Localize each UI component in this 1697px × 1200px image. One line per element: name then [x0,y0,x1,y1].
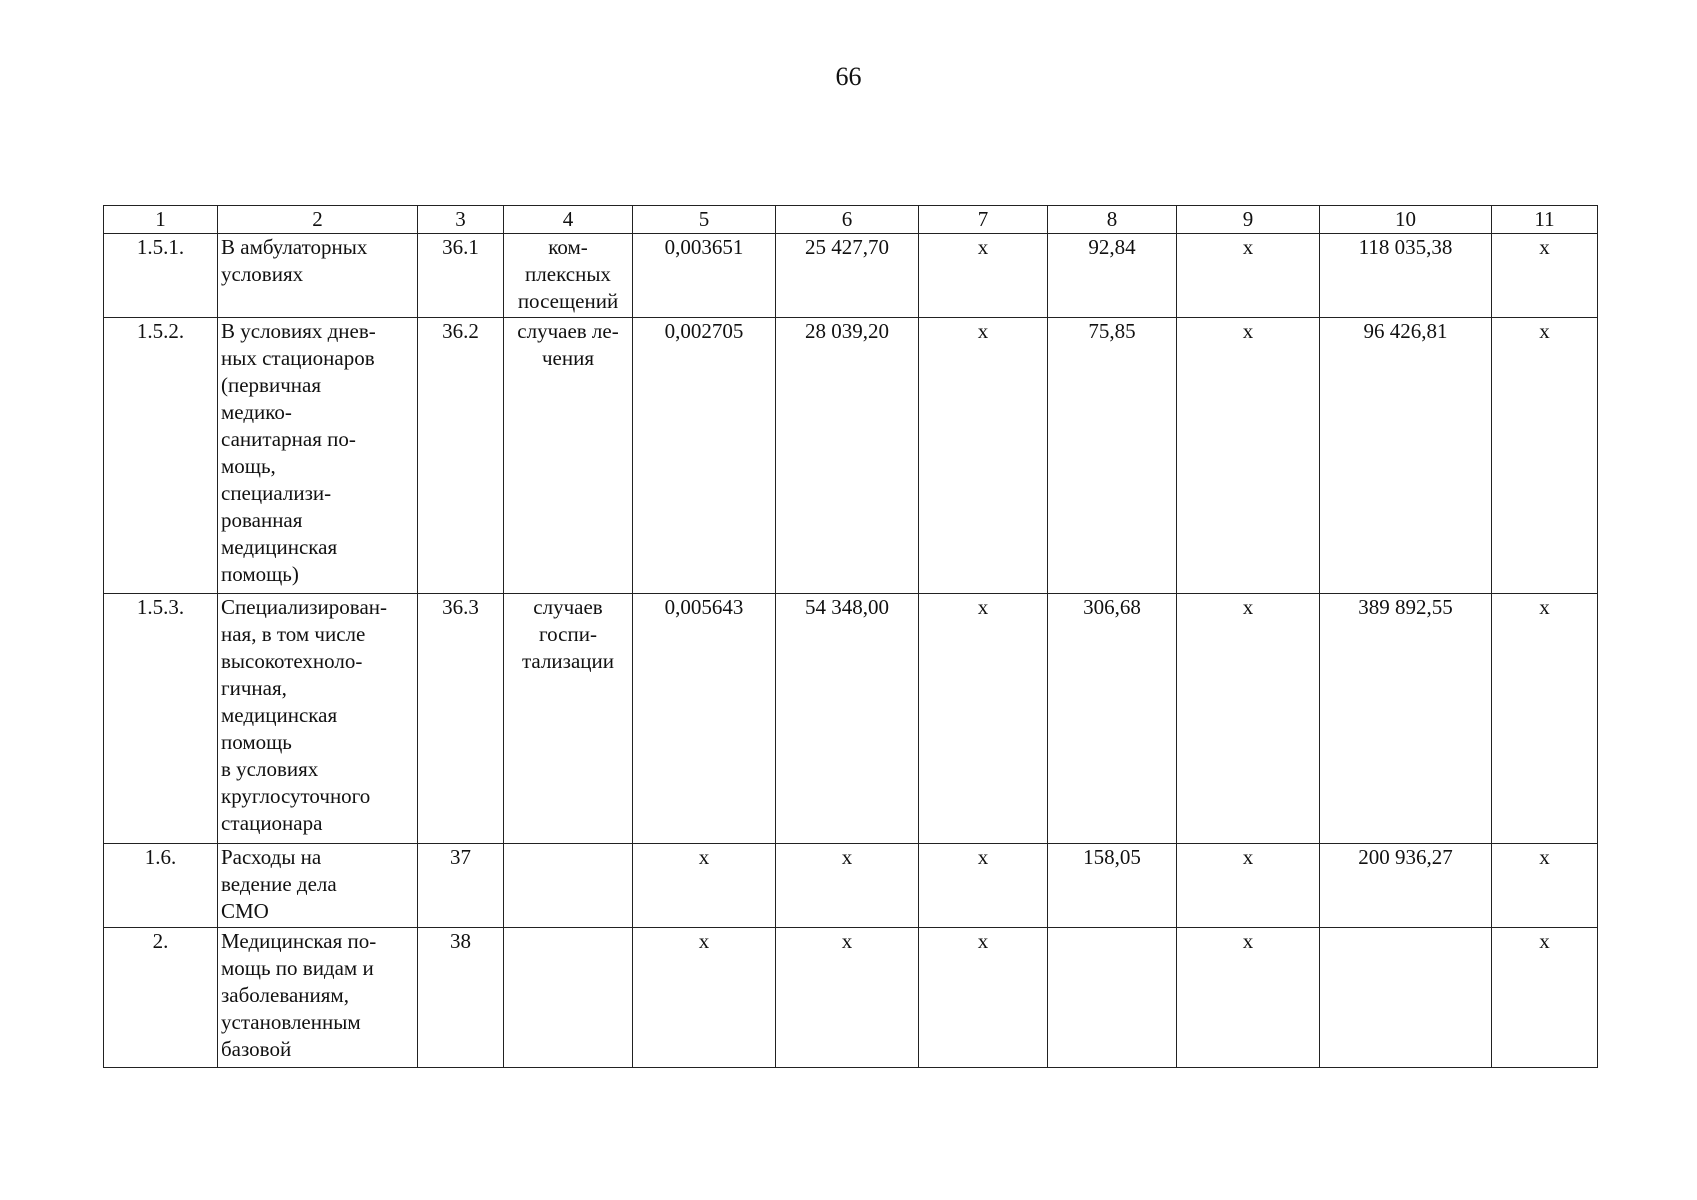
table-cell: 0,003651 [633,234,776,318]
table-cell: 0,002705 [633,318,776,594]
row-unit: ком- плексных посещений [504,234,633,318]
table-cell: 158,05 [1048,844,1177,928]
row-code: 1.5.2. [104,318,218,594]
table-cell: х [1492,594,1598,844]
table-cell: х [633,928,776,1068]
table-cell: 200 936,27 [1320,844,1492,928]
table-cell: х [1492,318,1598,594]
row-unit [504,928,633,1068]
row-name: Расходы на ведение дела СМО [218,844,418,928]
column-number: 9 [1177,206,1320,234]
table-cell: х [919,594,1048,844]
table-row [104,318,1598,594]
table-cell: х [776,928,919,1068]
column-number: 5 [633,206,776,234]
table-cell: 92,84 [1048,234,1177,318]
page-number: 66 [835,62,862,91]
table-cell: х [1177,844,1320,928]
row-line-number: 36.3 [418,594,504,844]
table-cell [1048,928,1177,1068]
column-number: 7 [919,206,1048,234]
table-cell: х [919,234,1048,318]
table-cell: 54 348,00 [776,594,919,844]
row-name: В амбулаторных условиях [218,234,418,318]
column-number: 1 [104,206,218,234]
table-cell: 28 039,20 [776,318,919,594]
table-row [104,844,1598,928]
row-code: 1.5.3. [104,594,218,844]
row-code: 2. [104,928,218,1068]
table-cell: 306,68 [1048,594,1177,844]
table-cell: х [919,844,1048,928]
row-line-number: 36.1 [418,234,504,318]
column-number: 6 [776,206,919,234]
row-name: Специализирован- ная, в том числе высокотехноло- гичная, медицинская помощь в условиях круглосуточного стационара [218,594,418,844]
table-cell: х [1177,234,1320,318]
table-cell: х [1177,594,1320,844]
row-unit [504,844,633,928]
row-line-number: 36.2 [418,318,504,594]
column-number: 2 [218,206,418,234]
column-number: 8 [1048,206,1177,234]
row-line-number: 37 [418,844,504,928]
column-number: 11 [1492,206,1598,234]
row-code: 1.6. [104,844,218,928]
table-cell: 25 427,70 [776,234,919,318]
table-cell: х [633,844,776,928]
row-line-number: 38 [418,928,504,1068]
table-cell: 96 426,81 [1320,318,1492,594]
table-row [104,928,1598,1068]
table-cell: х [1177,928,1320,1068]
table-cell: 0,005643 [633,594,776,844]
table-cell: 75,85 [1048,318,1177,594]
column-number: 4 [504,206,633,234]
table-row [104,234,1598,318]
row-unit: случаев госпи- тализации [504,594,633,844]
data-table [103,205,1598,1068]
column-number-row [104,206,1598,234]
table-cell: х [1177,318,1320,594]
row-code: 1.5.1. [104,234,218,318]
row-unit: случаев ле- чения [504,318,633,594]
table-cell: х [776,844,919,928]
column-number: 10 [1320,206,1492,234]
column-number: 3 [418,206,504,234]
table-cell [1320,928,1492,1068]
table-cell: х [919,318,1048,594]
table-cell: х [1492,234,1598,318]
row-name: В условиях днев- ных стационаров (первичная медико- санитарная по- мощь, специализи- рованная медицинская помощь) [218,318,418,594]
table-cell: х [1492,844,1598,928]
table-row [104,594,1598,844]
table-cell: х [1492,928,1598,1068]
table-cell: 389 892,55 [1320,594,1492,844]
table-cell: х [919,928,1048,1068]
table-cell: 118 035,38 [1320,234,1492,318]
row-name: Медицинская по- мощь по видам и заболеваниям, установленным базовой [218,928,418,1068]
